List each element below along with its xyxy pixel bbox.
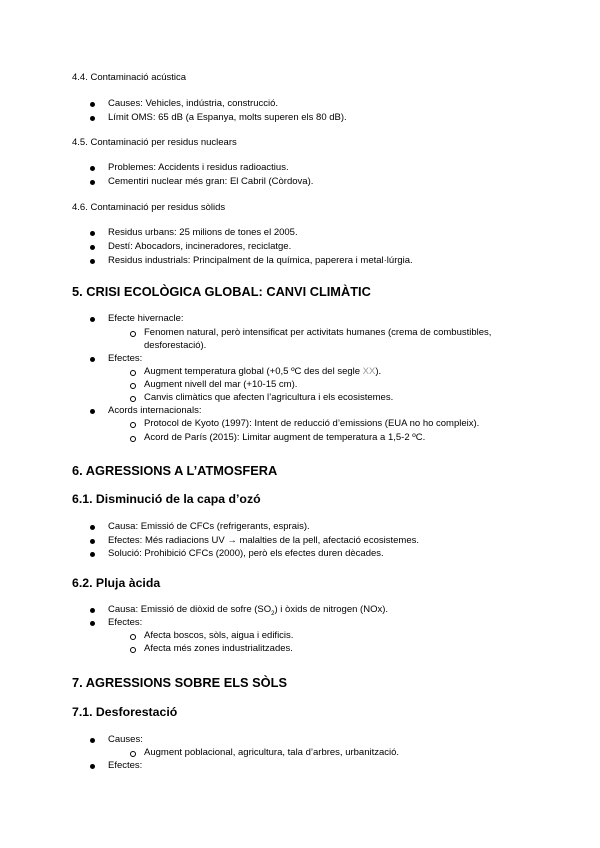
section-4-4-heading: 4.4. Contaminació acústica	[72, 72, 187, 83]
section-6-1-heading: 6.1. Disminució de la capa d’ozó	[72, 492, 261, 506]
section-7-1-heading: 7.1. Desforestació	[72, 705, 178, 719]
text-run: ) i òxids de nitrogen (NOx).	[274, 604, 389, 615]
section-7-heading: 7. AGRESSIONS SOBRE ELS SÒLS	[72, 675, 287, 690]
sub-list-item: Augment poblacional, agricultura, tala d’arbres, urbanització.	[144, 747, 400, 758]
list-item: Destí: Abocadors, incineradores, reciclatge.	[108, 241, 292, 252]
list-item: Causes: Vehicles, indústria, construcció.	[108, 98, 279, 109]
section-4-6-heading: 4.6. Contaminació per residus sòlids	[72, 202, 226, 213]
list-item: Cementiri nuclear més gran: El Cabril (Còrdova).	[108, 176, 314, 187]
list-item: Efecte hivernacle:	[108, 313, 184, 324]
century-numeral: XX	[362, 366, 376, 377]
text-run: Causa: Emissió de diòxid de sofre (SO	[108, 604, 272, 615]
list-item: Causa: Emissió de CFCs (refrigerants, esprais).	[108, 521, 310, 532]
list-item: Efectes:	[108, 760, 143, 771]
list-item: Problemes: Accidents i residus radioactius.	[108, 162, 289, 173]
sub-list-item: Afecta més zones industrialitzades.	[144, 643, 293, 654]
list-item: Causes:	[108, 734, 143, 745]
list-item: Residus industrials: Principalment de la química, paperera i metal·lúrgia.	[108, 255, 413, 266]
section-5-heading: 5. CRISI ECOLÒGICA GLOBAL: CANVI CLIMÀTIC	[72, 284, 371, 299]
list-item: Acords internacionals:	[108, 405, 202, 416]
sub-list-item	[144, 366, 381, 377]
section-6-heading: 6. AGRESSIONS A L’ATMOSFERA	[72, 463, 278, 478]
sub-list-item: Canvis climàtics que afecten l’agricultura i els ecosistemes.	[144, 392, 394, 403]
sub-list-item: Acord de París (2015): Limitar augment de temperatura a 1,5-2 ºC.	[144, 432, 426, 443]
list-item: Límit OMS: 65 dB (a Espanya, molts superen els 80 dB).	[108, 112, 347, 123]
sub-list-item: Protocol de Kyoto (1997): Intent de reducció d’emissions (EUA no ho compleix).	[144, 418, 480, 429]
sub-list-item: Afecta boscos, sòls, aigua i edificis.	[144, 630, 294, 641]
sub-list-item: Augment nivell del mar (+10-15 cm).	[144, 379, 298, 390]
list-item: Efectes:	[108, 617, 143, 628]
section-6-2-heading: 6.2. Pluja àcida	[72, 576, 161, 590]
list-item: Efectes: Més radiacions UV → malalties de la pell, afectació ecosistemes.	[108, 535, 419, 546]
text-run: ).	[375, 366, 382, 377]
list-item: Solució: Prohibició CFCs (2000), però els efectes duren dècades.	[108, 548, 384, 559]
list-item	[108, 604, 388, 617]
section-4-5-heading: 4.5. Contaminació per residus nuclears	[72, 137, 237, 148]
sub-list-item-continuation: desforestació).	[144, 340, 207, 351]
list-item: Residus urbans: 25 milions de tones el 2005.	[108, 227, 298, 238]
text-run: Augment temperatura global (+0,5 ºC des del segle	[144, 366, 363, 377]
sub-list-item: Fenomen natural, però intensificat per activitats humanes (crema de combustibles,	[144, 327, 492, 338]
list-item: Efectes:	[108, 353, 143, 364]
subscript: 2	[271, 610, 275, 617]
